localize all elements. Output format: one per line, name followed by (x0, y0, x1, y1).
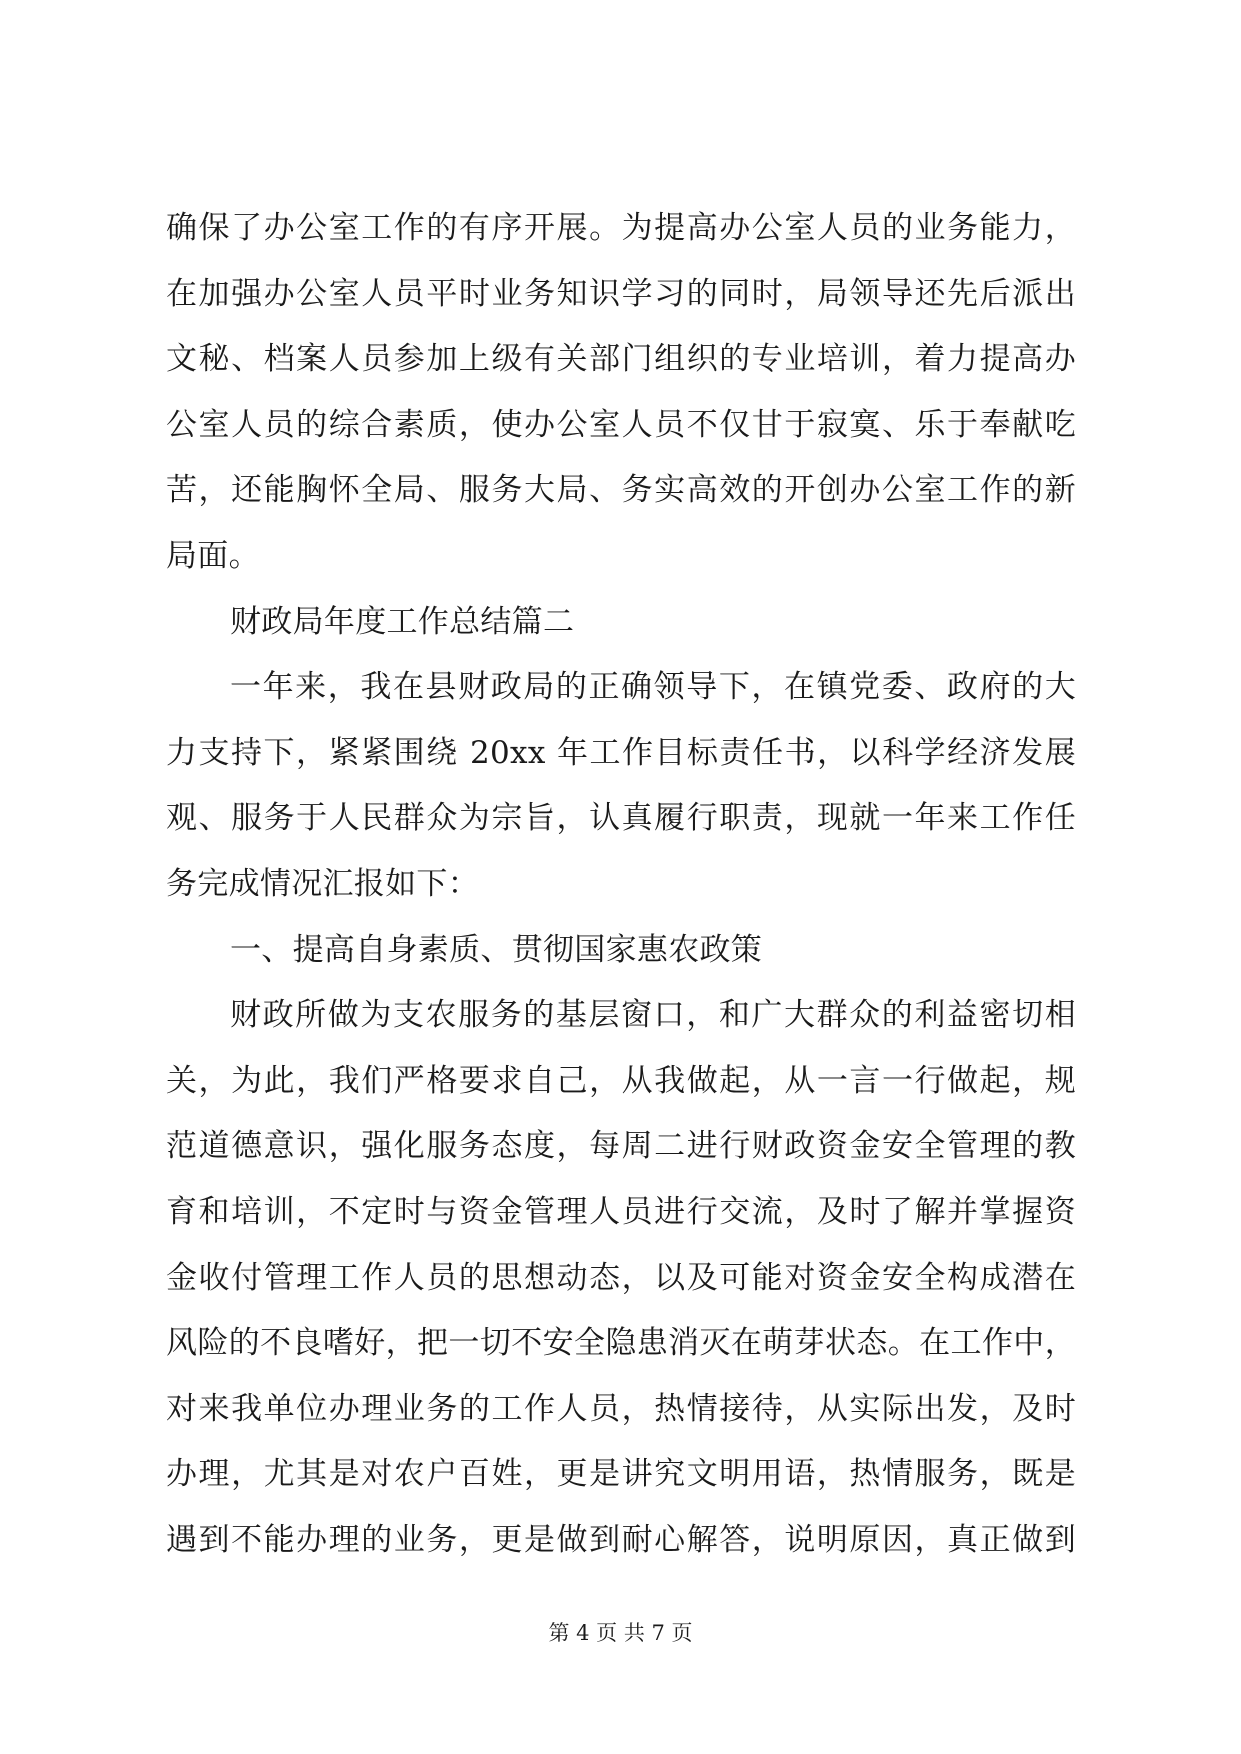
body-line: 公室人员的综合素质，使办公室人员不仅甘于寂寞、乐于奉献吃 (166, 406, 1076, 443)
body-line: 范道德意识，强化服务态度，每周二进行财政资金安全管理的教 (166, 1128, 1076, 1165)
body-line: 观、服务于人民群众为宗旨，认真履行职责，现就一年来工作任 (166, 800, 1076, 837)
body-line: 遇到不能办理的业务，更是做到耐心解答，说明原因，真正做到 (166, 1521, 1076, 1558)
subsection-heading: 一、提高自身素质、贯彻国家惠农政策 (230, 931, 763, 968)
page-number-footer: 第 4 页 共 7 页 (548, 1621, 693, 1645)
body-line: 对来我单位办理业务的工作人员，热情接待，从实际出发，及时 (166, 1390, 1076, 1427)
body-line: 一年来，我在县财政局的正确领导下，在镇党委、政府的大 (230, 669, 1076, 706)
body-line: 务完成情况汇报如下： (166, 865, 479, 902)
body-line: 苦，还能胸怀全局、服务大局、务实高效的开创办公室工作的新 (166, 472, 1076, 509)
body-line: 局面。 (166, 537, 260, 574)
body-line: 确保了办公室工作的有序开展。为提高办公室人员的业务能力， (166, 210, 1076, 246)
body-line: 育和培训，不定时与资金管理人员进行交流，及时了解并掌握资 (166, 1193, 1076, 1230)
body-line: 文秘、档案人员参加上级有关部门组织的专业培训，着力提高办 (166, 341, 1076, 378)
body-line: 关，为此，我们严格要求自己，从我做起，从一言一行做起，规 (166, 1062, 1076, 1099)
body-line: 财政所做为支农服务的基层窗口，和广大群众的利益密切相 (230, 997, 1076, 1034)
body-line: 风险的不良嗜好，把一切不安全隐患消灭在萌芽状态。在工作中， (166, 1325, 1076, 1362)
document-body (166, 196, 1076, 1573)
section-heading: 财政局年度工作总结篇二 (230, 603, 575, 640)
body-line: 金收付管理工作人员的思想动态，以及可能对资金安全构成潜在 (166, 1259, 1076, 1296)
body-line: 办理，尤其是对农户百姓，更是讲究文明用语，热情服务，既是 (166, 1456, 1076, 1493)
body-line: 力支持下，紧紧围绕 20xx 年工作目标责任书，以科学经济发展 (166, 734, 1076, 771)
body-line: 在加强办公室人员平时业务知识学习的同时，局领导还先后派出 (166, 275, 1076, 312)
